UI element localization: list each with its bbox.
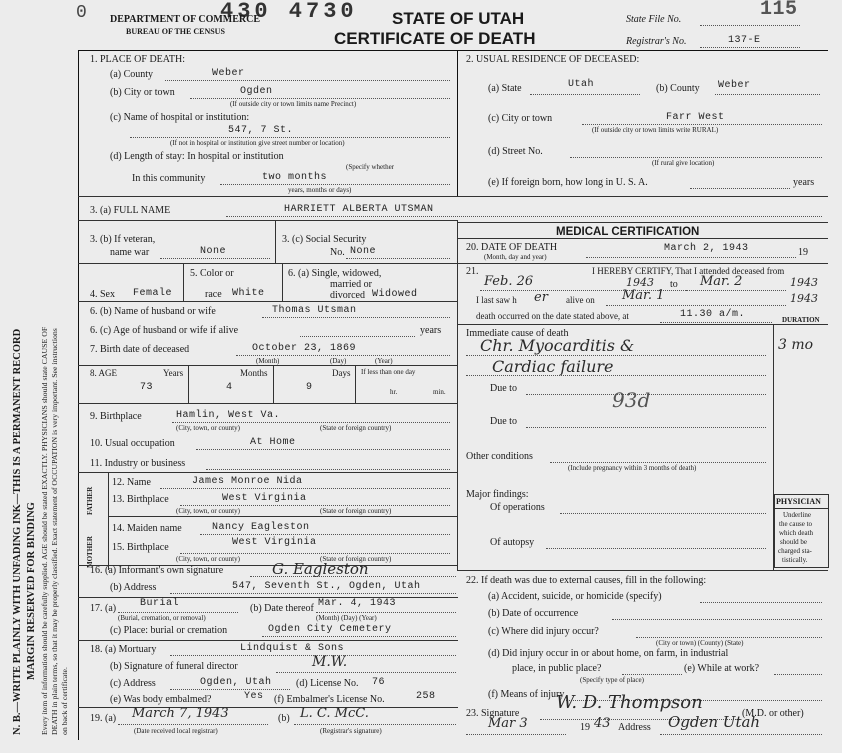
birth-label: 7. Birth date of deceased xyxy=(90,344,190,355)
other-conditions-note: (Include pregnancy within 3 months of death) xyxy=(568,464,697,472)
margin-instructions-2: DEATH in plain terms, so that it may be properly classified. Exact statement of OCCUPATION is very important. See instructions xyxy=(50,328,59,735)
due-to-label-1: Due to xyxy=(490,383,517,394)
veteran-label-1: 3. (b) If veteran, xyxy=(90,234,156,245)
attended-to: Mar. 2 xyxy=(700,274,743,289)
hr-label: hr. xyxy=(390,388,398,396)
due-to-label-2: Due to xyxy=(490,416,517,427)
burial-date-note: (Month) (Day) (Year) xyxy=(316,614,377,622)
birthplace-note-b: (State or foreign country) xyxy=(320,424,392,432)
residence-title: 2. USUAL RESIDENCE OF DECEASED: xyxy=(466,54,640,65)
duration-value: 3 mo xyxy=(778,337,814,353)
days-value: 9 xyxy=(306,382,313,393)
mortuary-label: 18. (a) Mortuary xyxy=(90,644,157,655)
state-title: STATE OF UTAH xyxy=(392,9,525,28)
received-note: (Date received local registrar) xyxy=(134,727,218,735)
serial-number: 430 4730 xyxy=(220,0,358,24)
received-value: March 7, 1943 xyxy=(132,706,229,721)
mother-birth-value: West Virginia xyxy=(232,537,317,548)
license-label: (d) License No. xyxy=(296,678,359,689)
full-name-label: 3. (a) FULL NAME xyxy=(90,205,171,216)
time-value: 11.30 a/m. xyxy=(680,309,746,320)
sex-value: Female xyxy=(133,288,173,299)
margin-instructions-1: Every item of information should be carefully supplied. AGE should be stated EXACTLY. PHYSICIANS should state CAUSE OF xyxy=(40,326,49,735)
occupation-label: 10. Usual occupation xyxy=(90,438,175,449)
res-street-label: (d) Street No. xyxy=(488,146,543,157)
signature-year-prefix: 19 xyxy=(580,722,590,733)
informant-address-value: 547, Seventh St., Ogden, Utah xyxy=(232,581,421,592)
spouse-age-suffix: years xyxy=(420,325,442,336)
certify-text: I HEREBY CERTIFY, That I attended deceased from xyxy=(592,266,785,276)
external-a-label: (a) Accident, suicide, or homicide (specify) xyxy=(488,591,662,602)
father-birth-note-a: (City, town, or county) xyxy=(176,507,240,515)
marital-label-3: divorced xyxy=(330,290,365,301)
embalmed-label: (e) Was body embalmed? xyxy=(110,694,212,705)
res-state-value: Utah xyxy=(568,79,595,90)
res-foreign-label: (e) If foreign born, how long in U. S. A. xyxy=(488,177,648,188)
attended-to-year: 1943 xyxy=(790,276,818,289)
pod-county-value: Weber xyxy=(212,68,245,79)
burial-label: 17. (a) xyxy=(90,603,117,614)
burial-note: (Burial, cremation, or removal) xyxy=(118,614,206,622)
immediate-label: Immediate cause of death xyxy=(466,328,569,339)
res-foreign-suffix: years xyxy=(793,177,815,188)
external-b-label: (b) Date of occurrence xyxy=(488,608,579,619)
birth-month-label: (Month) xyxy=(256,357,280,365)
cause-code: 93d xyxy=(612,388,651,412)
father-birth-note-b: (State or foreign country) xyxy=(320,507,392,515)
physician-box-line-2: the cause to xyxy=(779,520,813,528)
res-county-label: (b) County xyxy=(656,83,700,94)
pod-city-note: (If outside city or town limits name Precinct) xyxy=(230,100,357,108)
embalmer-label: (f) Embalmer's License No. xyxy=(274,694,385,705)
sex-label: 4. Sex xyxy=(90,289,115,300)
dod-value: March 2, 1943 xyxy=(664,243,749,254)
fd-address-label: (c) Address xyxy=(110,678,156,689)
occupation-value: At Home xyxy=(250,437,296,448)
state-file-label: State File No. xyxy=(626,14,682,25)
signature-label: 23. Signature xyxy=(466,708,520,719)
dod-suffix: 19 xyxy=(798,247,808,258)
burial-place-label: (c) Place: burial or cremation xyxy=(110,625,228,636)
spouse-age-label: 6. (c) Age of husband or wife if alive xyxy=(90,325,239,336)
signature-year: 43 xyxy=(594,716,611,731)
father-name-label: 12. Name xyxy=(112,477,151,488)
burial-value: Burial xyxy=(140,598,180,609)
state-file-value: 115 xyxy=(760,0,798,21)
mother-name-label: 14. Maiden name xyxy=(112,523,182,534)
birthplace-note-a: (City, town, or county) xyxy=(176,424,240,432)
full-name-value: HARRIETT ALBERTA UTSMAN xyxy=(284,204,434,215)
registrar-label: Registrar's No. xyxy=(626,36,687,47)
physician-box-line-4: should be xyxy=(780,538,808,546)
ssn-label-1: 3. (c) Social Security xyxy=(282,234,367,245)
certificate-title: CERTIFICATE OF DEATH xyxy=(334,29,536,48)
father-birth-value: West Virginia xyxy=(222,493,307,504)
autopsy-label: Of autopsy xyxy=(490,537,535,548)
external-e-label: (e) While at work? xyxy=(684,663,760,674)
birthplace-value: Hamlin, West Va. xyxy=(176,410,281,421)
physician-box-title: PHYSICIAN xyxy=(776,497,821,506)
address-label: Address xyxy=(618,722,651,733)
spouse-value: Thomas Utsman xyxy=(272,305,357,316)
attended-from-year: 1943 xyxy=(626,276,654,289)
physician-box-line-5: charged sta- xyxy=(778,547,812,555)
father-name-value: James Monroe Nida xyxy=(192,476,303,487)
major-findings-label: Major findings: xyxy=(466,489,529,500)
pod-community-value: two months xyxy=(262,172,328,183)
embalmed-value: Yes xyxy=(244,691,264,702)
file-prefix: 0 xyxy=(76,3,90,23)
pod-community-note: years, months or days) xyxy=(288,186,352,194)
duration-label: DURATION xyxy=(782,316,820,324)
signature-suffix: (M.D. or other) xyxy=(742,708,804,719)
mother-birth-note-a: (City, town, or county) xyxy=(176,555,240,563)
physician-signature: W. D. Thompson xyxy=(556,692,703,713)
birth-day-label: (Day) xyxy=(330,357,347,365)
dod-note: (Month, day and year) xyxy=(484,253,547,261)
physician-box-line-6: tistically. xyxy=(782,556,808,564)
embalmer-value: 258 xyxy=(416,691,436,702)
registrar-signature: L. C. McC. xyxy=(300,706,369,721)
external-title: 22. If death was due to external causes, fill in the following: xyxy=(466,575,707,586)
registrar-value: 137-E xyxy=(728,35,761,46)
external-d-note: (Specify type of place) xyxy=(580,676,644,684)
pod-stay-specify: (Specify whether xyxy=(346,163,395,171)
immediate-value: Chr. Myocarditis & xyxy=(480,336,635,355)
immediate-value-2: Cardiac failure xyxy=(492,357,614,376)
marital-value: Widowed xyxy=(372,289,418,300)
pod-city-value: Ogden xyxy=(240,86,273,97)
fd-address-value: Ogden, Utah xyxy=(200,677,272,688)
res-city-label: (c) City or town xyxy=(488,113,553,124)
veteran-label-2: name war xyxy=(110,247,150,258)
external-f-label: (f) Means of injury xyxy=(488,689,565,700)
dod-label: 20. DATE OF DEATH xyxy=(466,242,558,253)
alive-label: alive on xyxy=(566,295,595,305)
informant-address-label: (b) Address xyxy=(110,582,157,593)
certify-number: 21. xyxy=(466,266,479,277)
license-value: 76 xyxy=(372,677,386,688)
age-label: 8. AGE xyxy=(90,368,117,378)
registrar-sig-label: (b) xyxy=(278,713,290,724)
color-value: White xyxy=(232,288,265,299)
marital-label-1: 6. (a) Single, widowed, xyxy=(288,268,382,279)
color-label-2: race xyxy=(205,289,222,300)
ssn-value: None xyxy=(350,246,377,257)
birth-year-label: (Year) xyxy=(375,357,393,365)
external-c-note: (City or town) (County) (State) xyxy=(656,639,744,647)
months-label: Months xyxy=(240,368,268,378)
mother-birth-note-b: (State or foreign country) xyxy=(320,555,392,563)
alive-value: Mar. 1 xyxy=(622,288,665,303)
margin-instructions-3: on back of certificate. xyxy=(60,667,69,735)
pod-community-label: In this community xyxy=(132,173,206,184)
pod-hospital-note: (If not in hospital or institution give street number or location) xyxy=(170,139,345,147)
min-label: min. xyxy=(433,388,446,396)
pod-county-label: (a) County xyxy=(110,69,154,80)
external-d-label-1: (d) Did injury occur in or about home, on farm, in industrial xyxy=(488,648,729,659)
last-saw-label: I last saw h xyxy=(476,295,517,305)
external-c-label: (c) Where did injury occur? xyxy=(488,626,599,637)
department-label: DEPARTMENT OF COMMERCE xyxy=(110,14,261,25)
res-city-note: (If outside city or town limits write RURAL) xyxy=(592,126,719,134)
less-day-label: If less than one day xyxy=(361,368,416,376)
industry-label: 11. Industry or business xyxy=(90,458,186,469)
marital-label-2: married or xyxy=(330,279,372,290)
days-label: Days xyxy=(332,368,351,378)
bureau-label: BUREAU OF THE CENSUS xyxy=(126,27,225,36)
pod-city-label: (b) City or town xyxy=(110,87,175,98)
burial-place-value: Ogden City Cemetery xyxy=(268,624,392,635)
pod-hospital-value: 547, 7 St. xyxy=(228,125,294,136)
ssn-label-2: No. xyxy=(330,247,345,258)
burial-date-label: (b) Date thereof xyxy=(250,603,314,614)
physician-address: Ogden Utah xyxy=(668,713,761,731)
mother-birth-label: 15. Birthplace xyxy=(112,542,169,553)
spouse-label: 6. (b) Name of husband or wife xyxy=(90,306,216,317)
years-label: Years xyxy=(163,368,184,378)
place-of-death-title: 1. PLACE OF DEATH: xyxy=(90,54,186,65)
mother-side-label: MOTHER xyxy=(86,536,94,568)
time-label: death occurred on the date stated above, at xyxy=(476,311,629,321)
medical-title: MEDICAL CERTIFICATION xyxy=(556,226,700,238)
res-street-note: (If rural give location) xyxy=(652,159,715,167)
res-county-value: Weber xyxy=(718,80,751,91)
mother-name-value: Nancy Eagleston xyxy=(212,522,310,533)
fd-signature: M.W. xyxy=(312,654,348,670)
last-saw-value: er xyxy=(534,290,548,305)
attended-from: Feb. 26 xyxy=(484,274,534,289)
res-city-value: Farr West xyxy=(666,112,725,123)
months-value: 4 xyxy=(226,382,233,393)
years-value: 73 xyxy=(140,382,154,393)
physician-box-line-3: which death xyxy=(779,529,814,537)
burial-date-value: Mar. 4, 1943 xyxy=(318,598,397,609)
operations-label: Of operations xyxy=(490,502,545,513)
mortuary-value: Lindquist & Sons xyxy=(240,643,345,654)
alive-year: 1943 xyxy=(790,292,818,305)
father-birth-label: 13. Birthplace xyxy=(112,494,169,505)
margin-binding: MARGIN RESERVED FOR BINDING xyxy=(26,502,37,680)
color-label-1: 5. Color or xyxy=(190,268,234,279)
fd-sig-label: (b) Signature of funeral director xyxy=(110,661,238,672)
informant-signature: G. Eagleston xyxy=(272,560,369,578)
informant-sig-label: 16. (a) Informant's own signature xyxy=(90,565,224,576)
received-label: 19. (a) xyxy=(90,713,117,724)
pod-hospital-label: (c) Name of hospital or institution: xyxy=(110,112,250,123)
birth-value: October 23, 1869 xyxy=(252,343,357,354)
to-label: to xyxy=(670,279,678,290)
veteran-value: None xyxy=(200,246,227,257)
registrar-sig-note: (Registrar's signature) xyxy=(320,727,382,735)
signature-date: Mar 3 xyxy=(488,716,528,731)
pod-stay-label: (d) Length of stay: In hospital or institution xyxy=(110,151,284,162)
external-d-label-2: place, in public place? xyxy=(512,663,602,674)
margin-warning: N. B.—WRITE PLAINLY WITH UNFADING INK—THIS IS A PERMANENT RECORD xyxy=(12,328,23,735)
physician-box-line-1: Underline xyxy=(783,511,811,519)
res-state-label: (a) State xyxy=(488,83,522,94)
father-side-label: FATHER xyxy=(86,486,94,515)
birthplace-label: 9. Birthplace xyxy=(90,411,142,422)
other-conditions-label: Other conditions xyxy=(466,451,533,462)
